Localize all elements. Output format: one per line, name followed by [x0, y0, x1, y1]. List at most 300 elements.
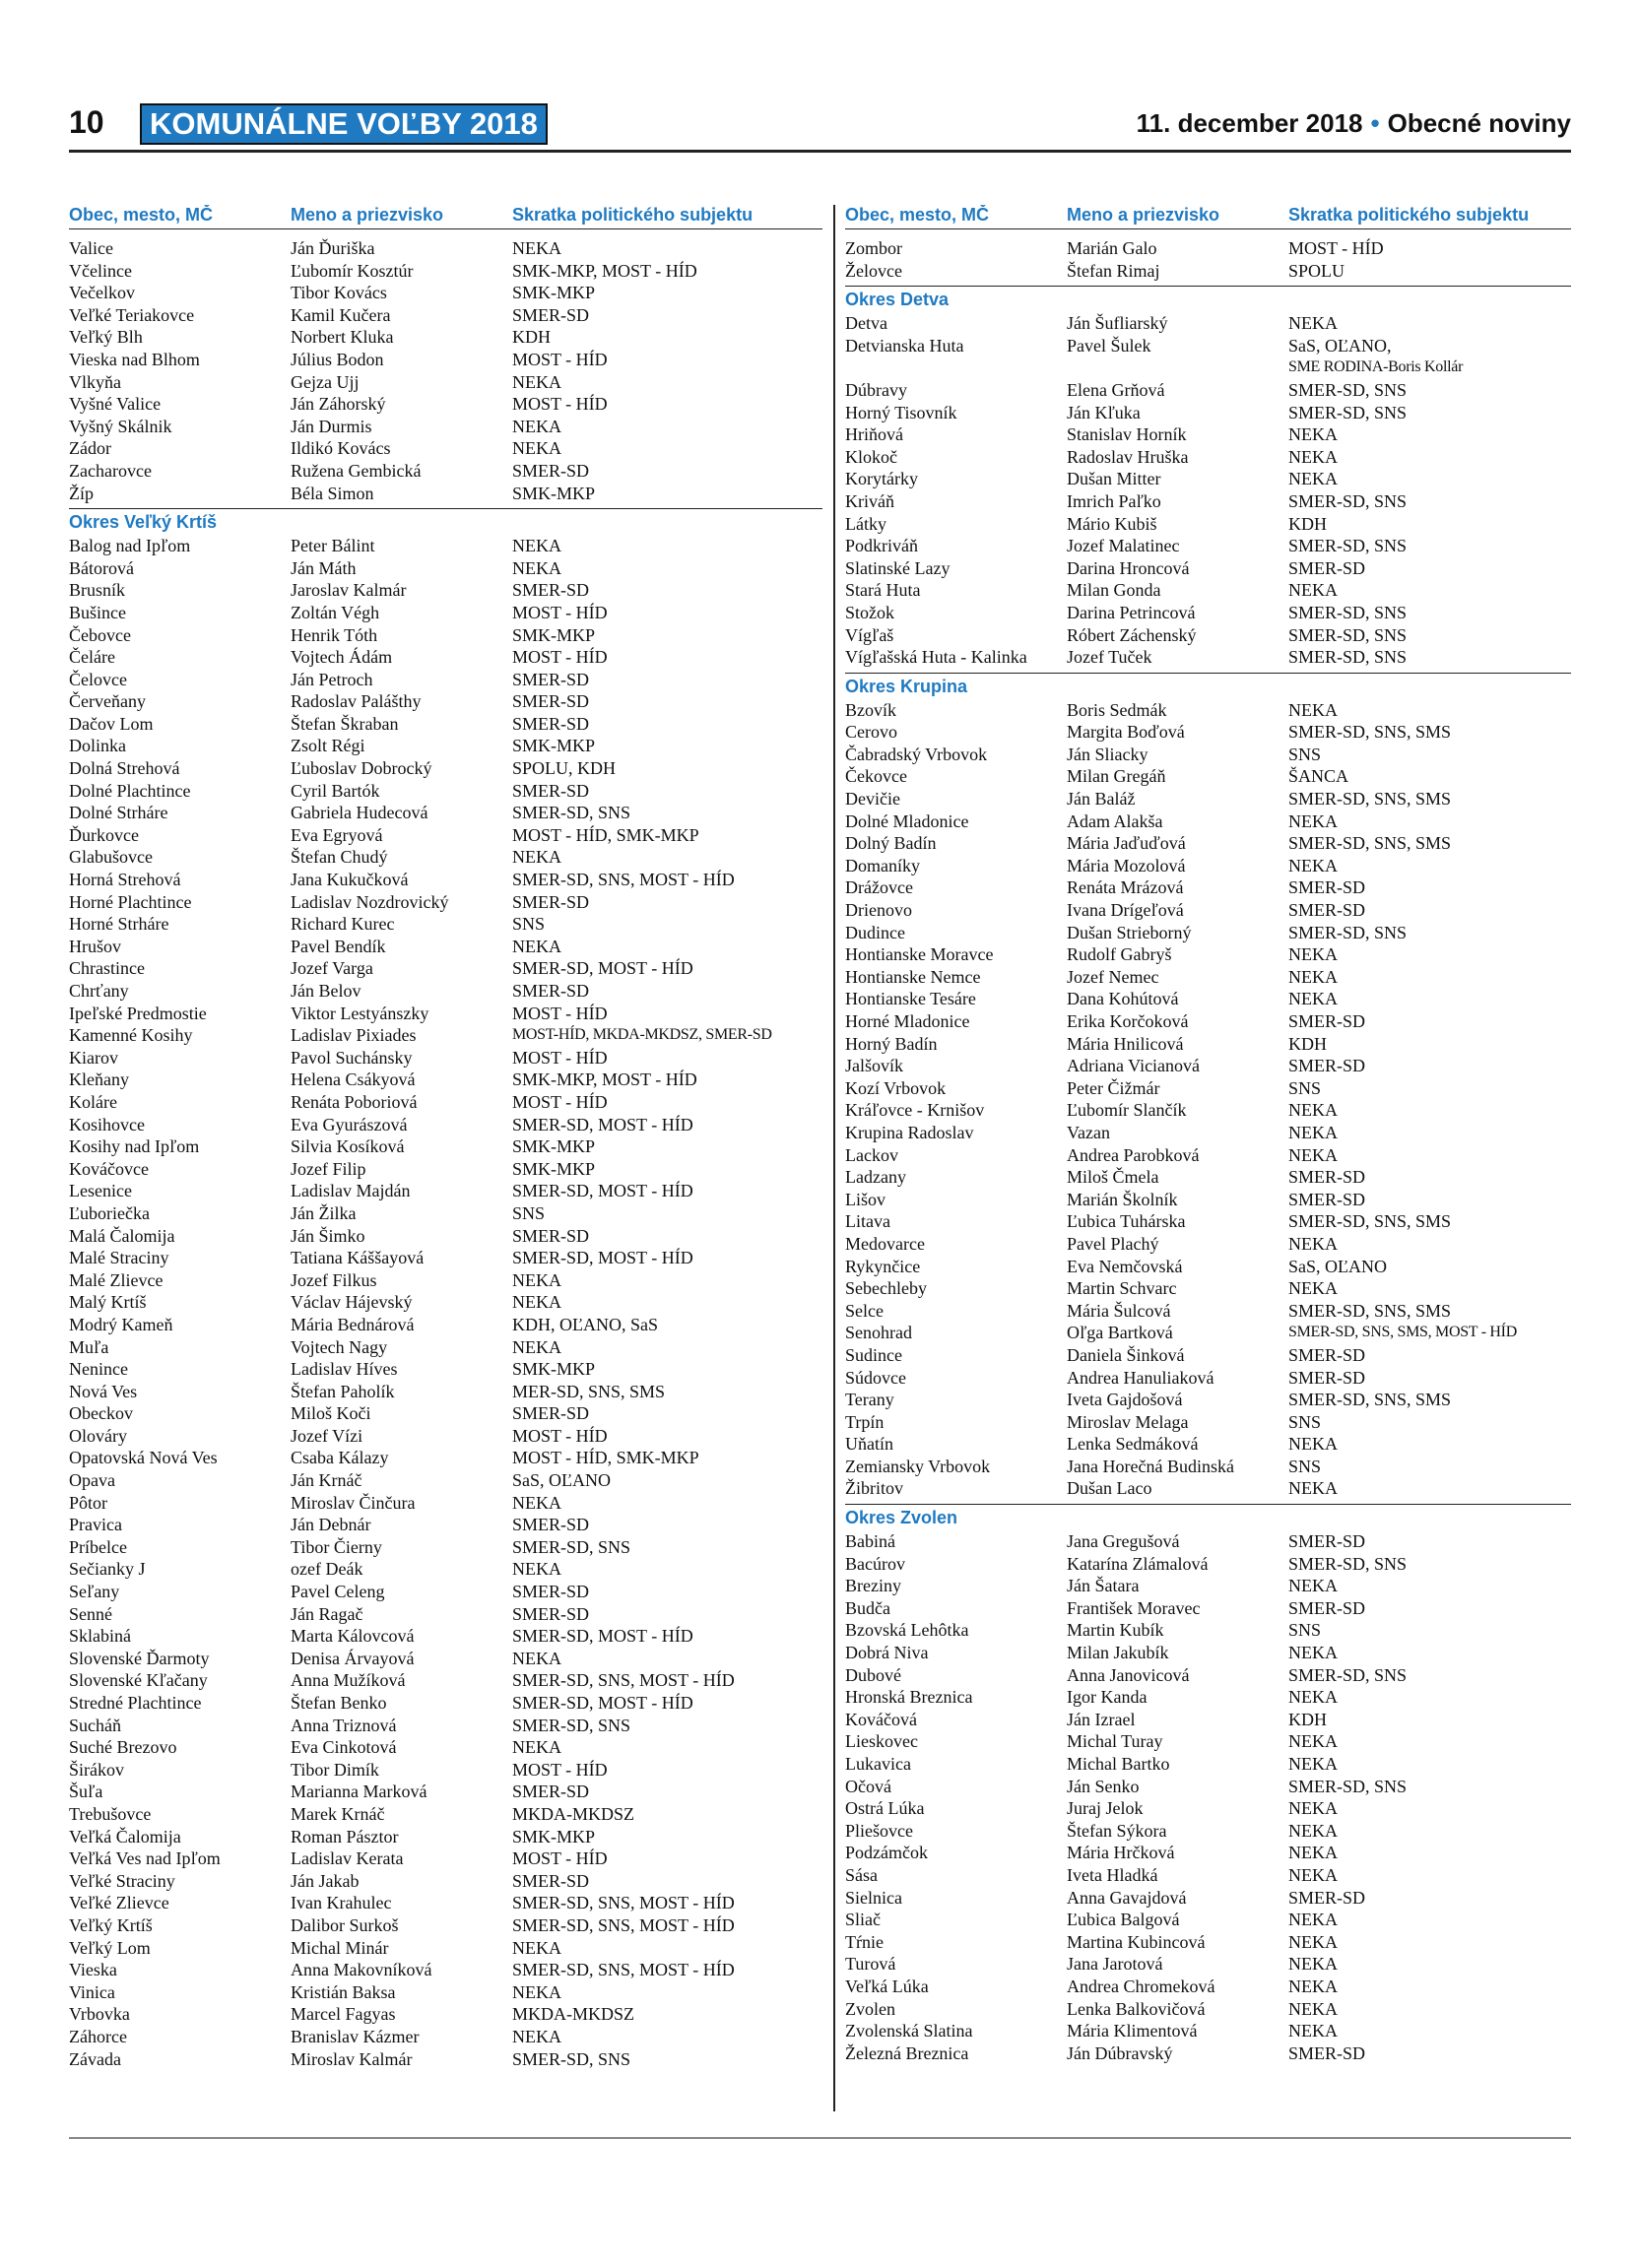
party-cell: SMER-SD, SNS, SMS	[1288, 789, 1452, 810]
municipality-cell: Detva	[845, 313, 887, 334]
municipality-cell: Bzovík	[845, 699, 896, 720]
municipality-cell: Vyšné Valice	[69, 394, 162, 415]
table-row	[845, 1300, 1571, 1323]
name-cell: Mária Šulcová	[1067, 1300, 1171, 1321]
table-row	[69, 483, 822, 505]
municipality-cell: Sielnica	[845, 1887, 902, 1908]
name-cell: Ján Sliacky	[1067, 744, 1148, 764]
table-row	[69, 1003, 822, 1025]
municipality-cell: Vieska	[69, 1960, 117, 1980]
municipality-cell: Horné Strháre	[69, 914, 169, 935]
municipality-cell: Večelkov	[69, 283, 135, 303]
table-row	[845, 1887, 1571, 1910]
name-cell: Zsolt Régi	[291, 736, 365, 756]
table-row	[69, 1114, 822, 1136]
party-cell: SaS, OĽANO	[1288, 1256, 1388, 1276]
name-cell: Vojtech Nagy	[291, 1336, 388, 1357]
party-cell: SMER-SD	[1288, 1344, 1366, 1365]
municipality-cell: Dolný Badín	[845, 833, 937, 854]
party-cell: SNS	[1288, 1077, 1322, 1098]
municipality-cell: Vinica	[69, 1981, 115, 2002]
table-row	[845, 1456, 1571, 1478]
municipality-cell: Dubové	[845, 1664, 901, 1685]
party-cell: KDH	[512, 327, 551, 348]
name-cell: Tibor Čierny	[291, 1536, 382, 1557]
party-cell: NEKA	[512, 416, 561, 436]
district-heading: Okres Krupina	[845, 673, 1571, 697]
name-cell: Marek Krnáč	[291, 1803, 385, 1824]
municipality-cell: Lieskovec	[845, 1731, 918, 1752]
table-row	[845, 1753, 1571, 1776]
municipality-cell: Slovenské Ďarmoty	[69, 1648, 210, 1668]
table-row	[69, 260, 822, 283]
name-cell: Ľubica Tuhárska	[1067, 1211, 1186, 1232]
table-row	[69, 2048, 822, 2071]
party-cell: MOST - HÍD	[512, 394, 608, 415]
municipality-cell: Valice	[69, 238, 113, 258]
municipality-cell: Medovarce	[845, 1233, 925, 1254]
party-cell: NEKA	[512, 936, 561, 956]
party-cell: SMK-MKP, MOST - HÍD	[512, 1069, 697, 1090]
table-row	[69, 802, 822, 824]
municipality-cell: Bzovská Lehôtka	[845, 1620, 969, 1641]
municipality-cell: Vieska nad Blhom	[69, 349, 200, 369]
municipality-cell: Chrastince	[69, 958, 145, 979]
table-row	[69, 2003, 822, 2026]
table-row	[845, 423, 1571, 446]
municipality-cell: Modrý Kameň	[69, 1314, 173, 1334]
party-cell: NEKA	[1288, 446, 1338, 467]
party-cell: SMER-SD	[1288, 1056, 1366, 1076]
table-row	[69, 1091, 822, 1114]
municipality-cell: Sudince	[845, 1344, 902, 1365]
table-row	[69, 1047, 822, 1069]
party-cell: NEKA	[1288, 966, 1338, 987]
name-cell: Ján Šufliarský	[1067, 313, 1168, 334]
party-cell: MKDA-MKDSZ	[512, 1803, 635, 1824]
header-name: Meno a priezvisko	[291, 205, 444, 225]
name-cell: Miloš Koči	[291, 1403, 371, 1424]
name-cell: Ladislav Majdán	[291, 1181, 411, 1201]
page-header	[69, 98, 1571, 153]
name-cell: Mária Klimentová	[1067, 2021, 1198, 2041]
party-cell: NEKA	[1288, 1233, 1338, 1254]
name-cell: Iveta Gajdošová	[1067, 1390, 1183, 1410]
table-row	[845, 1686, 1571, 1709]
name-cell: Mária Hrčková	[1067, 1843, 1175, 1863]
party-cell: NEKA	[1288, 1122, 1338, 1142]
municipality-cell: Zvolen	[845, 1998, 895, 2019]
table-row	[845, 579, 1571, 602]
district-heading: Okres Detva	[845, 286, 1571, 310]
party-cell: SMER-SD	[1288, 1167, 1366, 1188]
party-cell: SMK-MKP, MOST - HÍD	[512, 260, 697, 281]
party-cell: SMK-MKP	[512, 1359, 596, 1380]
district-heading: Okres Zvolen	[845, 1504, 1571, 1528]
municipality-cell: Krupina Radoslav	[845, 1122, 974, 1142]
name-cell: Miroslav Melaga	[1067, 1411, 1189, 1432]
name-cell: Mária Jaďuďová	[1067, 833, 1186, 854]
table-row	[845, 335, 1571, 357]
name-cell: Pavel Celeng	[291, 1582, 385, 1602]
municipality-cell: Kráľovce - Krnišov	[845, 1100, 985, 1121]
table-row	[69, 1358, 822, 1381]
municipality-cell: Budča	[845, 1597, 890, 1618]
municipality-cell: Klokoč	[845, 446, 897, 467]
table-row	[845, 1553, 1571, 1576]
municipality-cell: Horný Tisovník	[845, 402, 957, 422]
column-headers	[845, 205, 1571, 229]
party-cell: MKDA-MKDSZ	[512, 2004, 635, 2025]
name-cell: Ladislav Pixiades	[291, 1025, 417, 1046]
table-row	[69, 624, 822, 647]
table-row	[69, 535, 822, 557]
table-row	[69, 1736, 822, 1759]
municipality-cell: Nová Ves	[69, 1381, 138, 1401]
table-row	[69, 1826, 822, 1848]
party-cell: MER-SD, SNS, SMS	[512, 1381, 666, 1401]
party-cell: NEKA	[1288, 855, 1338, 875]
party-cell: SMER-SD, MOST - HÍD	[512, 1248, 693, 1268]
name-cell: František Moravec	[1067, 1597, 1201, 1618]
party-cell: SMER-SD	[1288, 1887, 1366, 1908]
party-cell: SMER-SD, SNS	[1288, 1664, 1408, 1685]
table-row	[845, 1099, 1571, 1122]
party-cell: SMK-MKP	[512, 283, 596, 303]
table-row	[845, 1730, 1571, 1753]
table-row	[69, 1158, 822, 1181]
party-cell: SMER-SD	[1288, 1189, 1366, 1209]
party-cell: NEKA	[512, 438, 561, 459]
party-cell: NEKA	[1288, 1278, 1338, 1299]
table-row	[845, 535, 1571, 557]
table-row	[845, 1998, 1571, 2021]
municipality-cell: Ostrá Lúka	[845, 1798, 925, 1819]
column-headers	[69, 205, 822, 229]
municipality-cell: Látky	[845, 513, 886, 534]
name-cell: Štefan Chudý	[291, 847, 388, 868]
name-cell: Ľubomír Kosztúr	[291, 260, 414, 281]
table-row	[69, 2026, 822, 2048]
name-cell: Cyril Bartók	[291, 780, 380, 801]
name-cell: Adam Alakša	[1067, 810, 1163, 831]
party-cell: NEKA	[1288, 1576, 1338, 1596]
name-cell: Jozef Varga	[291, 958, 373, 979]
table-row	[845, 1122, 1571, 1144]
party-cell: MOST - HÍD	[512, 1759, 608, 1780]
name-cell: Róbert Záchenský	[1067, 624, 1197, 645]
party-cell: SMER-SD, SNS	[1288, 647, 1408, 668]
name-cell: Darina Petrincová	[1067, 602, 1196, 622]
municipality-cell: Hronská Breznica	[845, 1687, 973, 1708]
table-row	[845, 1530, 1571, 1553]
party-cell: SMER-SD	[512, 1603, 590, 1624]
section-title: KOMUNÁLNE VOĽBY 2018	[140, 103, 548, 145]
table-row	[69, 1781, 822, 1803]
table-row	[845, 1166, 1571, 1189]
table-row	[845, 624, 1571, 647]
municipality-cell: Kováčovce	[69, 1158, 149, 1179]
municipality-cell: Glabušovce	[69, 847, 153, 868]
municipality-cell: Čebovce	[69, 624, 131, 645]
municipality-cell: Opatovská Nová Ves	[69, 1448, 218, 1468]
name-cell: Radoslav Palášthy	[291, 691, 422, 712]
party-cell: NEKA	[1288, 810, 1338, 831]
left-column	[69, 205, 822, 2070]
municipality-cell: Dúbravy	[845, 379, 907, 400]
municipality-cell: Detvianska Huta	[845, 335, 964, 356]
name-cell: Igor Kanda	[1067, 1687, 1148, 1708]
municipality-cell: Širákov	[69, 1759, 124, 1780]
municipality-cell: Horné Mladonice	[845, 1011, 970, 1031]
municipality-cell: Jalšovík	[845, 1056, 904, 1076]
name-cell: Silvia Kosíková	[291, 1136, 405, 1157]
table-row	[69, 1269, 822, 1292]
name-cell: Jozef Nemec	[1067, 966, 1159, 987]
municipality-cell: Suché Brezovo	[69, 1737, 177, 1758]
municipality-cell: Obeckov	[69, 1403, 133, 1424]
municipality-cell: Záhorce	[69, 2026, 127, 2046]
table-row	[845, 1909, 1571, 1931]
table-row	[69, 757, 822, 780]
left-rows	[69, 237, 822, 2070]
party-cell: SMER-SD	[1288, 1367, 1366, 1388]
party-cell: NEKA	[1288, 1731, 1338, 1752]
party-cell: NEKA	[512, 238, 561, 258]
name-cell: Václav Hájevský	[291, 1292, 413, 1313]
party-cell: SMER-SD	[1288, 877, 1366, 898]
table-row	[69, 557, 822, 580]
municipality-cell: Čelovce	[69, 669, 127, 689]
table-row	[69, 735, 822, 757]
municipality-cell: Červeňany	[69, 691, 146, 712]
municipality-cell: Železná Breznica	[845, 2042, 969, 2063]
table-row	[845, 1776, 1571, 1798]
party-cell: SMER-SD, MOST - HÍD	[512, 1626, 693, 1647]
municipality-cell: Čekovce	[845, 766, 907, 787]
municipality-cell: Hrušov	[69, 936, 121, 956]
table-row	[845, 557, 1571, 580]
table-row	[845, 379, 1571, 402]
party-cell: NEKA	[512, 1292, 561, 1313]
municipality-cell: Žíp	[69, 483, 94, 503]
municipality-cell: Hriňová	[845, 424, 903, 445]
municipality-cell: Ďurkovce	[69, 824, 139, 845]
page-number: 10	[69, 104, 104, 140]
municipality-cell: Stožok	[845, 602, 895, 622]
municipality-cell: Dudince	[845, 922, 905, 942]
name-cell: Ján Máth	[291, 557, 357, 578]
name-cell: Lenka Sedmáková	[1067, 1434, 1199, 1455]
name-cell: Renáta Poboriová	[291, 1091, 418, 1112]
name-cell: Milan Gonda	[1067, 580, 1161, 601]
name-cell: Pavel Plachý	[1067, 1233, 1159, 1254]
name-cell: Mária Bednárová	[291, 1314, 415, 1334]
table-row	[845, 1322, 1571, 1344]
party-cell: SMER-SD, SNS, MOST - HÍD	[512, 1670, 735, 1691]
name-cell: Michal Bartko	[1067, 1754, 1170, 1774]
table-row	[69, 349, 822, 371]
municipality-cell: Horný Badín	[845, 1033, 938, 1054]
municipality-cell: Dolné Strháre	[69, 803, 168, 823]
party-cell: SMER-SD	[512, 1782, 590, 1802]
name-cell: Jozef Vízi	[291, 1425, 363, 1446]
table-row	[69, 1514, 822, 1536]
name-cell: Eva Egryová	[291, 824, 383, 845]
table-row	[69, 646, 822, 669]
name-cell: Ján Ragač	[291, 1603, 363, 1624]
municipality-cell: Vrbovka	[69, 2004, 130, 2025]
municipality-cell: Pliešovce	[845, 1820, 913, 1841]
table-row	[845, 1709, 1571, 1731]
column-divider	[833, 205, 835, 2111]
name-cell: Eva Nemčovská	[1067, 1256, 1183, 1276]
party-cell: NEKA	[1288, 1820, 1338, 1841]
municipality-cell: Čabradský Vrbovok	[845, 744, 988, 764]
name-cell: Jozef Tuček	[1067, 647, 1152, 668]
party-cell: NEKA	[512, 1492, 561, 1513]
name-cell: Miroslav Kalmár	[291, 2048, 413, 2069]
name-cell: Margita Boďová	[1067, 722, 1185, 743]
party-cell: SMK-MKP	[512, 1158, 596, 1179]
table-row	[69, 891, 822, 914]
table-row	[845, 446, 1571, 469]
party-cell: SMER-SD	[512, 580, 590, 601]
name-cell: Rudolf Gabryš	[1067, 944, 1172, 965]
name-cell: Anna Janovicová	[1067, 1664, 1190, 1685]
municipality-cell: Sebechleby	[845, 1278, 927, 1299]
municipality-cell: Tŕnie	[845, 1931, 884, 1952]
municipality-cell: Balog nad Ipľom	[69, 536, 191, 556]
municipality-cell: Závada	[69, 2048, 121, 2069]
party-cell: SMER-SD, SNS, SMS	[1288, 1390, 1452, 1410]
municipality-cell: Žibritov	[845, 1478, 903, 1499]
party-cell: SMER-SD	[1288, 2042, 1366, 2063]
table-row	[845, 855, 1571, 877]
party-cell: NEKA	[1288, 2021, 1338, 2041]
name-cell: Tibor Kovács	[291, 283, 387, 303]
party-cell: NEKA	[1288, 699, 1338, 720]
name-cell: Ján Belov	[291, 981, 361, 1001]
name-cell: Lenka Balkovičová	[1067, 1998, 1206, 2019]
name-cell: Ján Záhorský	[291, 394, 386, 415]
table-row	[69, 1069, 822, 1091]
party-cell: NEKA	[1288, 1434, 1338, 1455]
party-cell: SMER-SD	[512, 460, 590, 481]
table-row	[845, 1077, 1571, 1100]
party-cell: NEKA	[512, 536, 561, 556]
table-row	[845, 744, 1571, 766]
party-cell: NEKA	[1288, 1687, 1338, 1708]
name-cell: Dušan Laco	[1067, 1478, 1152, 1499]
table-row	[69, 869, 822, 891]
municipality-cell: Zvolenská Slatina	[845, 2021, 973, 2041]
party-cell: SMER-SD, SNS, SMS	[1288, 1300, 1452, 1321]
table-row	[69, 1447, 822, 1469]
table-row	[845, 356, 1571, 379]
party-cell: SMER-SD, SNS	[1288, 379, 1408, 400]
party-cell: NEKA	[1288, 313, 1338, 334]
table-row	[69, 1381, 822, 1403]
party-cell: SNS	[1288, 744, 1322, 764]
name-cell: Andrea Hanuliaková	[1067, 1367, 1214, 1388]
municipality-cell: Hontianske Moravce	[845, 944, 994, 965]
name-cell: Csaba Kálazy	[291, 1448, 389, 1468]
name-cell: Peter Bálint	[291, 536, 375, 556]
party-cell: MOST - HÍD	[512, 602, 608, 622]
header-party: Skratka politického subjektu	[1288, 205, 1530, 225]
party-cell: SMER-SD, SNS, SMS	[1288, 1211, 1452, 1232]
name-cell: Anna Gavajdová	[1067, 1887, 1187, 1908]
table-row	[845, 490, 1571, 513]
municipality-cell: Veľký Lom	[69, 1937, 151, 1958]
municipality-cell: Drážovce	[845, 877, 913, 898]
municipality-cell: Hontianske Tesáre	[845, 989, 976, 1009]
table-row	[69, 1247, 822, 1269]
table-row	[845, 1842, 1571, 1864]
table-row	[69, 1692, 822, 1715]
table-row	[69, 669, 822, 691]
municipality-cell: Sklabiná	[69, 1626, 131, 1647]
table-row	[69, 1425, 822, 1448]
name-cell: Marián Školník	[1067, 1189, 1178, 1209]
party-cell: MOST - HÍD	[512, 1003, 608, 1023]
party-cell: MOST - HÍD, SMK-MKP	[512, 824, 699, 845]
party-cell: SMER-SD	[1288, 1597, 1366, 1618]
municipality-cell: Veľká Ves nad Ipľom	[69, 1848, 221, 1869]
municipality-cell: Veľké Straciny	[69, 1870, 175, 1891]
municipality-cell: Breziny	[845, 1576, 901, 1596]
party-cell: SMER-SD	[512, 691, 590, 712]
table-row	[845, 602, 1571, 624]
name-cell: Jaroslav Kalmár	[291, 580, 407, 601]
municipality-cell: Seľany	[69, 1582, 120, 1602]
municipality-cell: Opava	[69, 1470, 115, 1491]
party-cell: NEKA	[1288, 989, 1338, 1009]
table-row	[845, 1797, 1571, 1820]
name-cell: Roman Pásztor	[291, 1826, 399, 1847]
header-municipality: Obec, mesto, MČ	[69, 205, 214, 225]
name-cell: Zoltán Végh	[291, 602, 380, 622]
party-cell: SaS, OĽANO	[512, 1470, 612, 1491]
name-cell: Michal Turay	[1067, 1731, 1163, 1752]
table-row	[69, 602, 822, 624]
name-cell: Andrea Parobková	[1067, 1144, 1200, 1165]
municipality-cell: Podzámčok	[845, 1843, 928, 1863]
municipality-cell: Trpín	[845, 1411, 885, 1432]
party-cell: KDH	[1288, 1709, 1327, 1729]
table-row	[69, 1625, 822, 1648]
party-cell: SMER-SD, SNS, SMS, MOST - HÍD	[1288, 1324, 1517, 1341]
municipality-cell: Bátorová	[69, 557, 134, 578]
name-cell: Marcel Fagyas	[291, 2004, 396, 2025]
name-cell: Štefan Rimaj	[1067, 260, 1160, 281]
table-row	[69, 1202, 822, 1225]
party-cell: SNS	[1288, 1620, 1322, 1641]
party-cell: MOST - HÍD	[512, 1425, 608, 1446]
table-row	[69, 1314, 822, 1336]
municipality-cell: Malé Zlievce	[69, 1269, 164, 1290]
name-cell: Martina Kubincová	[1067, 1931, 1206, 1952]
party-cell: NEKA	[1288, 1100, 1338, 1121]
name-cell: Eva Gyurászová	[291, 1114, 408, 1134]
party-cell: NEKA	[1288, 580, 1338, 601]
table-row	[69, 913, 822, 936]
municipality-cell: Dolné Mladonice	[845, 810, 969, 831]
municipality-cell: Ľuboriečka	[69, 1202, 150, 1223]
party-cell: SMER-SD	[512, 780, 590, 801]
party-cell: SMER-SD, SNS	[1288, 922, 1408, 942]
